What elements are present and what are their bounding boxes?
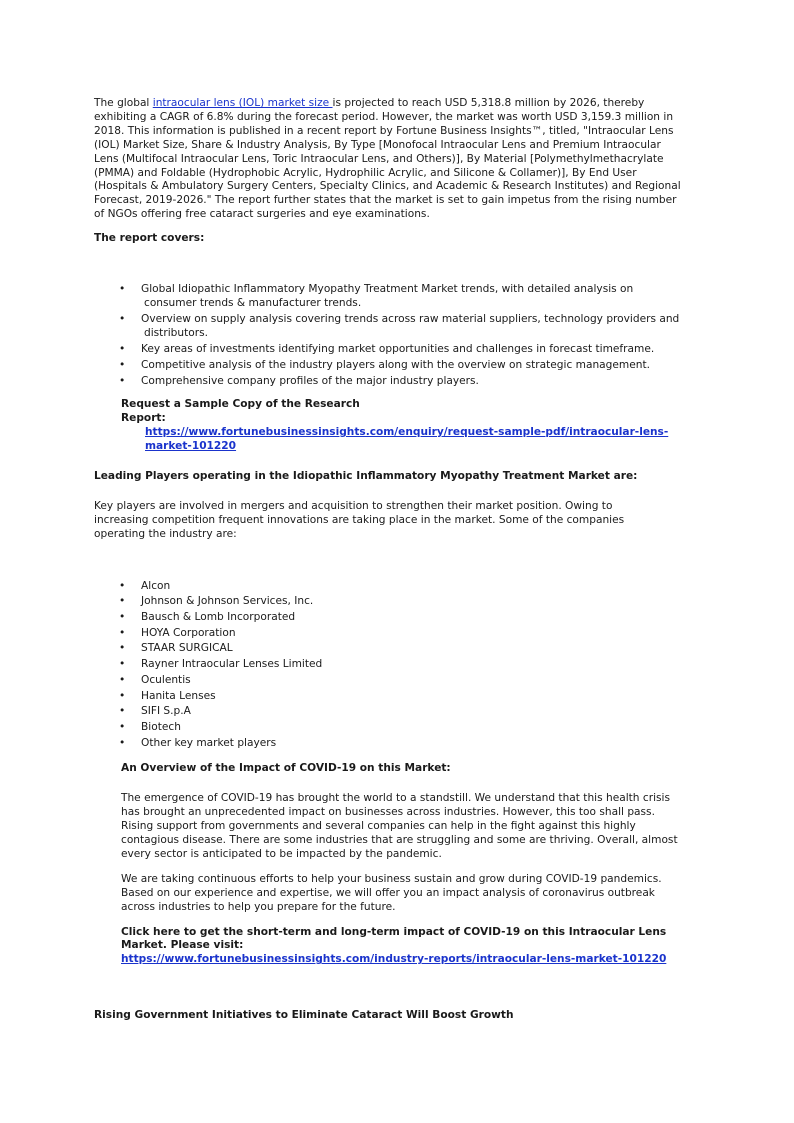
growth-heading: Rising Government Initiatives to Eliminate Cataract Will Boost Growth	[94, 1009, 514, 1022]
bullet-icon: •	[119, 736, 126, 749]
company-item: • Alcon	[141, 579, 698, 595]
intro-prefix: The global	[94, 97, 153, 109]
company-item: • HOYA Corporation	[141, 626, 698, 642]
list-item: • Global Idiopathic Inflammatory Myopathy Treatment Market trends, with detailed analysis on consumer trends & manufacturer trends.	[119, 283, 634, 309]
list-item: • Competitive analysis of the industry players along with the overview on strategic management.	[119, 358, 650, 371]
company-item: • Oculentis	[141, 673, 698, 689]
bullet-icon: •	[119, 673, 126, 686]
covid-cta: Click here to get the short-term and long-term impact of COVID-19 on this Intraocular Lens Market. Please visit: https://www.fortunebusinessinsights.com/industry-reports/intraocular-lens-market-101220	[121, 925, 667, 966]
bullet-icon: •	[119, 626, 126, 639]
list-item: • Comprehensive company profiles of the major industry players.	[119, 374, 479, 387]
company-item: • Hanita Lenses	[141, 689, 698, 705]
bullet-icon: •	[119, 374, 126, 387]
bullet-icon: •	[119, 358, 126, 371]
list-item: • Overview on supply analysis covering trends across raw material suppliers, technology providers and distributors.	[119, 312, 680, 339]
company-item: • Other key market players	[141, 736, 698, 752]
sample-request-link-block	[145, 426, 698, 454]
covid-heading: An Overview of the Impact of COVID-19 on this Market:	[121, 762, 451, 775]
bullet-icon: •	[119, 579, 126, 592]
leading-players-paragraph: Key players are involved in mergers and acquisition to strengthen their market position. Owing to increasing competition frequent innovations are taking place in the market. Some of the companies operating the industry are:	[94, 499, 625, 540]
document-page	[94, 97, 698, 1023]
covid-report-link[interactable]: https://www.fortunebusinessinsights.com/industry-reports/intraocular-lens-market-101220	[121, 953, 667, 966]
bullet-icon: •	[119, 705, 126, 718]
intro-paragraph: The global intraocular lens (IOL) market size is projected to reach USD 5,318.8 million by 2026, thereby exhibiting a CAGR of 6.8% during the forecast period. However, the market was worth USD 3,159.3 million in 2018. This information is published in a recent report by Fortune Business Insights™, titled, "Intraocular Lens (IOL) Market Size, Share & Industry Analysis, By Type [Monofocal Intraocular Lens and Premium Intraocular Lens (Multifocal Intraocular Lens, Toric Intraocular Lens, and Others)], By Material [Polymethylmethacrylate (PMMA) and Foldable (Hydrophobic Acrylic, Hydrophilic Acrylic, and Silicone & Collamer)], By End User (Hospitals & Ambulatory Surgery Centers, Specialty Clinics, and Academic & Research Institutes) and Regional Forecast, 2019-2026." The report further states that the market is set to gain impetus from the rising number of NGOs offering free cataract surgeries and eye examinations.	[94, 97, 681, 221]
bullet-icon: •	[119, 642, 126, 655]
company-item: • Rayner Intraocular Lenses Limited	[141, 657, 698, 673]
company-item: • Bausch & Lomb Incorporated	[141, 610, 698, 626]
sample-request-link[interactable]: https://www.fortunebusinessinsights.com/enquiry/request-sample-pdf/intraocular-lens- market-101220	[145, 426, 669, 453]
companies-list	[119, 579, 698, 752]
covid-paragraph-1: The emergence of COVID-19 has brought the world to a standstill. We understand that this health crisis has brought an unprecedented impact on businesses across industries. However, this too shall pass. Rising support from governments and several companies can help in the fight against this highly contagious disease. There are some industries that are struggling and some are thriving. Overall, almost every sector is anticipated to be impacted by the pandemic.	[121, 792, 678, 860]
company-item: • Biotech	[141, 720, 698, 736]
bullet-icon: •	[119, 720, 126, 733]
bullet-icon: •	[119, 689, 126, 702]
covid-paragraph-2: We are taking continuous efforts to help your business sustain and grow during COVID-19 pandemics. Based on our experience and expertise, we will offer you an impact analysis of coronavirus outbreak across industries to help you prepare for the future.	[121, 872, 662, 913]
report-covers-heading: The report covers:	[94, 232, 205, 245]
company-item: • STAAR SURGICAL	[141, 641, 698, 657]
bullet-icon: •	[119, 342, 126, 355]
company-item: • Johnson & Johnson Services, Inc.	[141, 594, 698, 610]
bullet-icon: •	[119, 595, 126, 608]
bullet-icon: •	[119, 283, 126, 296]
sample-request-label: Request a Sample Copy of the Research Report:	[121, 398, 360, 425]
company-item: • SIFI S.p.A	[141, 704, 698, 720]
leading-players-heading: Leading Players operating in the Idiopathic Inflammatory Myopathy Treatment Market are:	[94, 470, 638, 483]
list-item: • Key areas of investments identifying market opportunities and challenges in forecast timeframe.	[119, 342, 655, 355]
bullet-icon: •	[119, 312, 126, 325]
bullet-icon: •	[119, 658, 126, 671]
iol-market-size-link[interactable]: intraocular lens (IOL) market size	[152, 97, 333, 109]
report-covers-list	[119, 283, 698, 388]
bullet-icon: •	[119, 611, 126, 624]
